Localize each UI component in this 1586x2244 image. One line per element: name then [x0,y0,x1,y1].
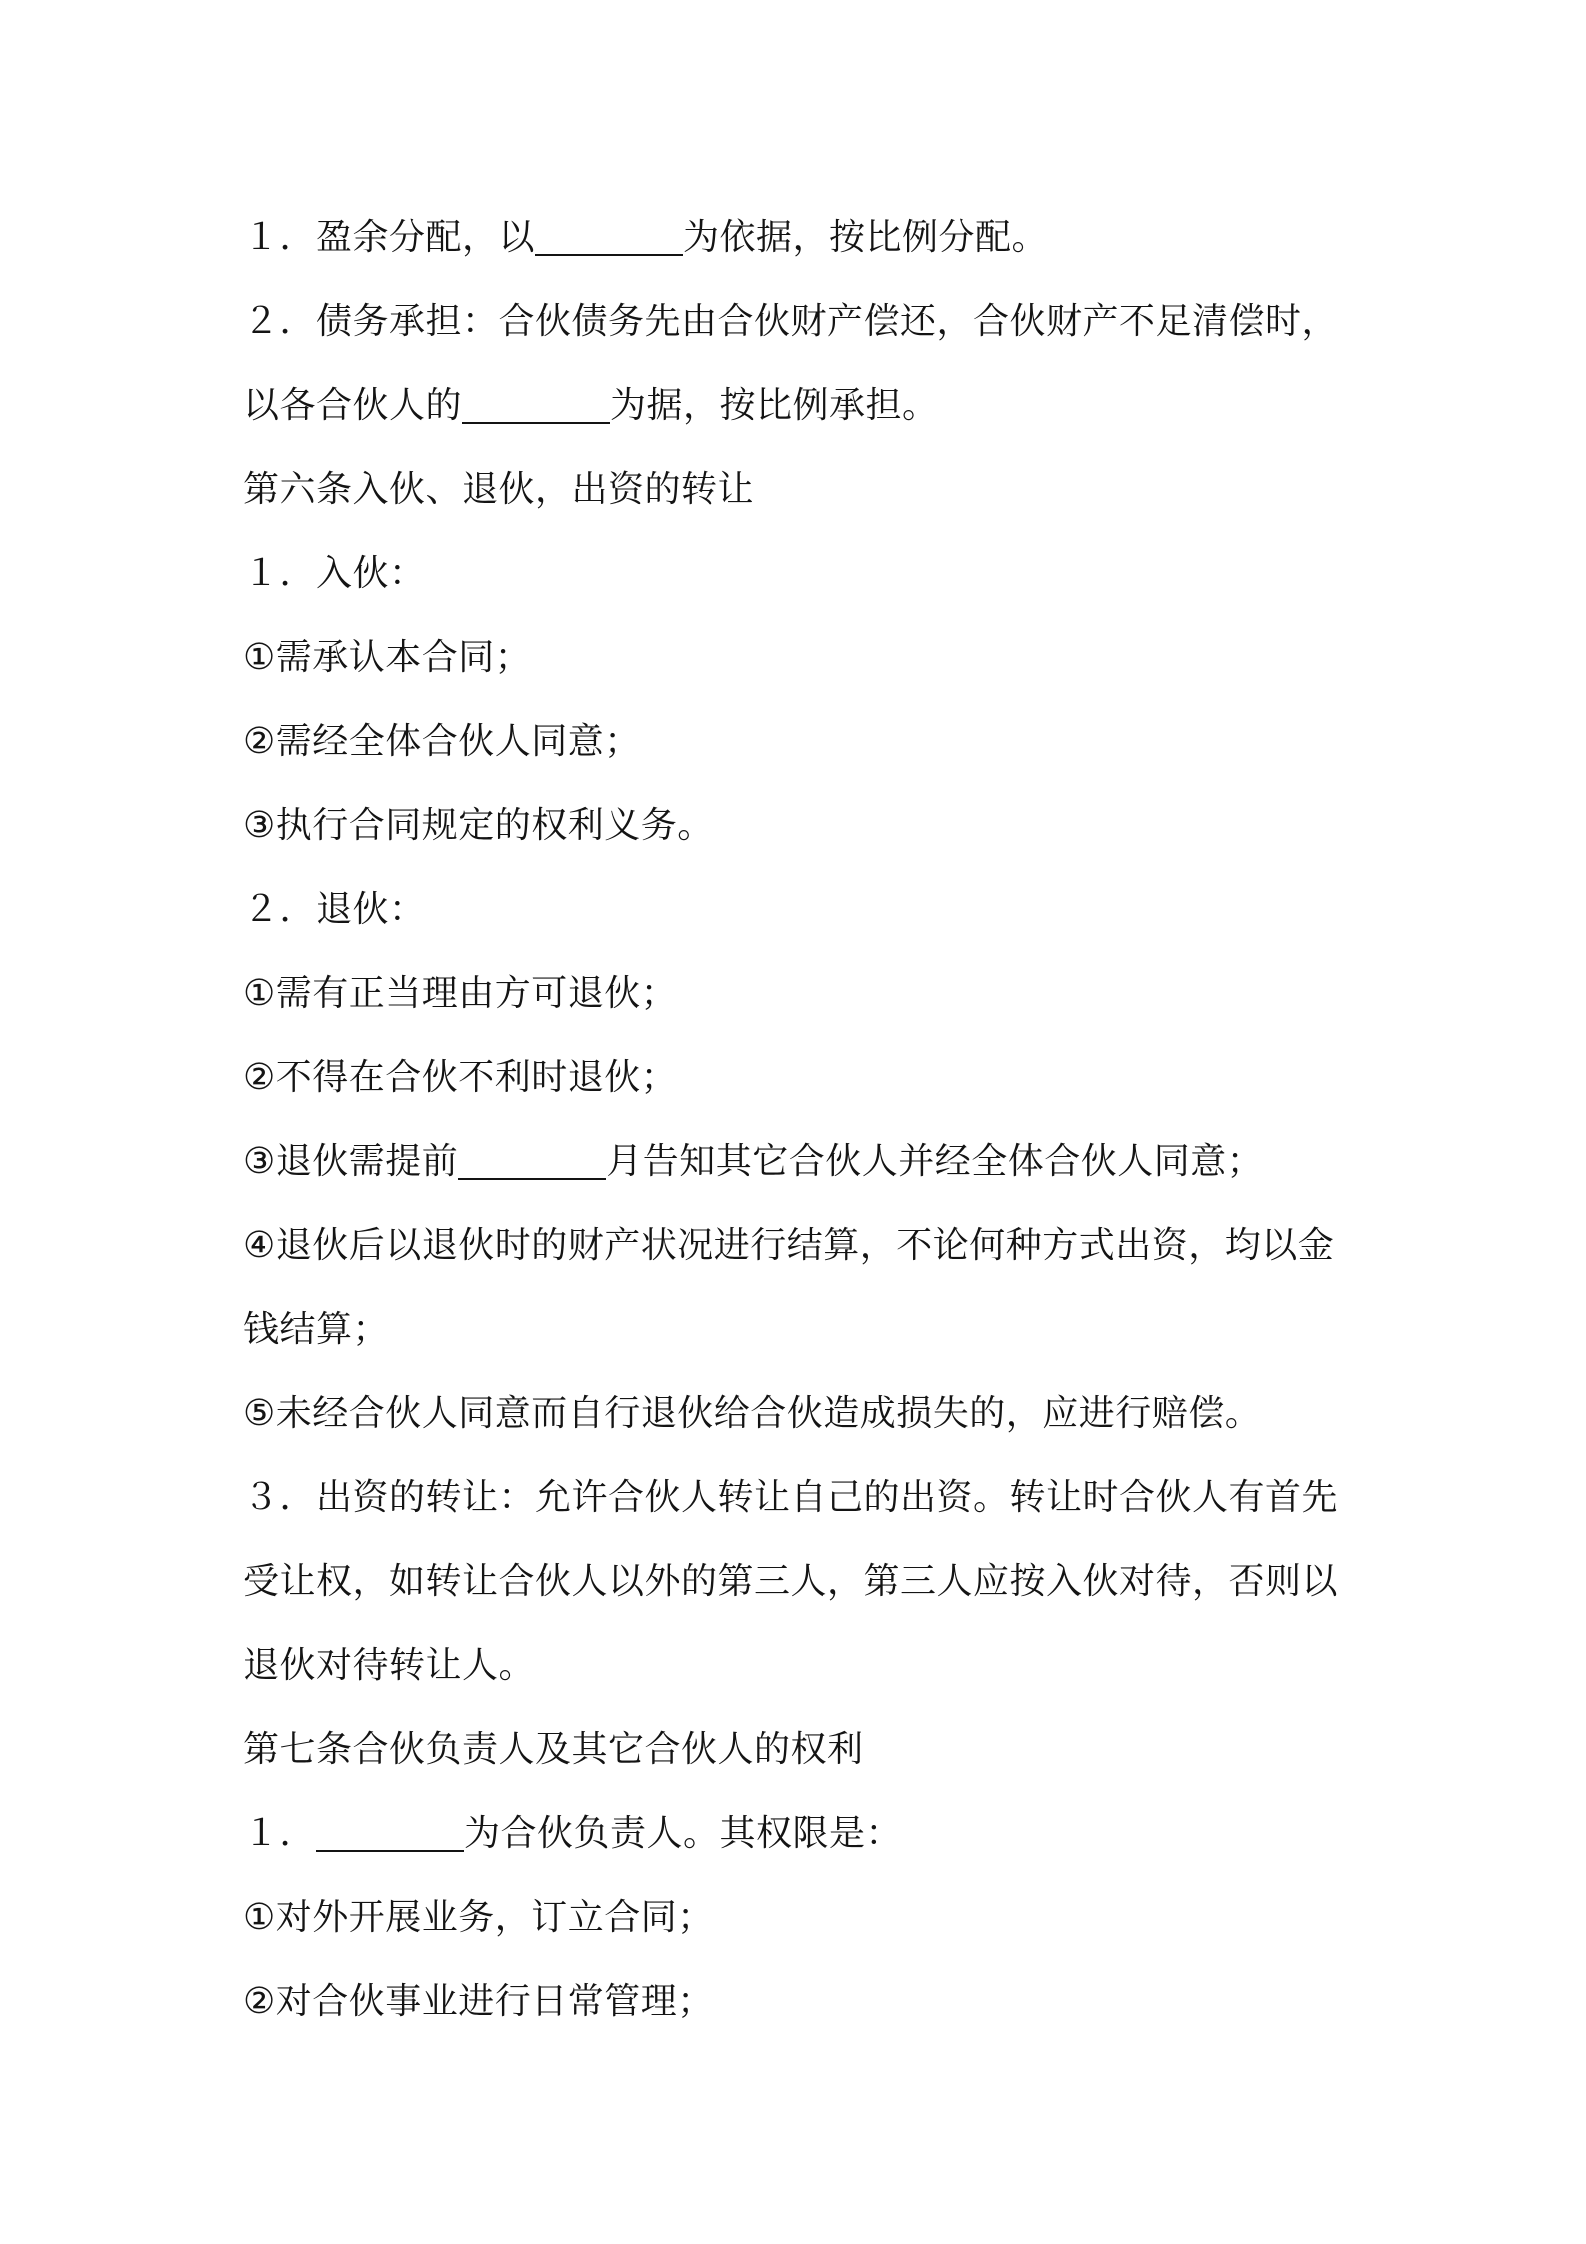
exit-item-settlement-line-1: ④退伙后以退伙时的财产状况进行结算，不论何种方式出资，均以金 [243,1225,1335,1266]
fill-in-blank [316,1792,464,1852]
transfer-clause-line-2: 受让权，如转让合伙人以外的第三人，第三人应按入伙对待，否则以 [243,1561,1339,1602]
document-body [243,196,1363,2044]
clause-text: １．盈余分配，以 [243,217,536,258]
profit-distribution-clause [243,196,1363,280]
exit-item: ①需有正当理由方可退伙； [243,973,678,1014]
exit-item: ②不得在合伙不利时退伙； [243,1057,678,1098]
exit-heading: ２．退伙： [243,889,426,930]
leader-item: ②对合伙事业进行日常管理； [243,1981,714,2022]
clause-text: 以各合伙人的 [243,385,463,426]
join-item: ①需承认本合同； [243,637,532,678]
fill-in-blank [462,364,610,424]
clause-text: １． [243,1813,317,1854]
exit-item-notice [243,1120,1363,1204]
join-heading: １．入伙： [243,553,426,594]
article-6-heading: 第六条入伙、退伙，出资的转让 [243,469,755,510]
fill-in-blank [458,1120,606,1180]
clause-text: 为合伙负责人。其权限是： [464,1813,903,1854]
leader-clause [243,1792,1363,1876]
clause-text: 为依据，按比例分配。 [683,217,1049,258]
clause-text: ③退伙需提前 [243,1141,459,1182]
leader-item: ①对外开展业务，订立合同； [243,1897,714,1938]
fill-in-blank [535,196,683,256]
article-7-heading: 第七条合伙负责人及其它合伙人的权利 [243,1729,864,1770]
debt-clause-line-2 [243,364,1363,448]
join-item: ③执行合同规定的权利义务。 [243,805,714,846]
join-item: ②需经全体合伙人同意； [243,721,641,762]
clause-text: 为据，按比例承担。 [610,385,939,426]
transfer-clause-line-1: ３．出资的转让：允许合伙人转让自己的出资。转让时合伙人有首先 [243,1477,1339,1518]
exit-item-compensation: ⑤未经合伙人同意而自行退伙给合伙造成损失的，应进行赔偿。 [243,1393,1262,1434]
transfer-clause-line-3: 退伙对待转让人。 [243,1645,536,1686]
exit-item-settlement-line-2: 钱结算； [243,1309,390,1350]
clause-text: 月告知其它合伙人并经全体合伙人同意； [606,1141,1264,1182]
debt-clause-line-1: ２．债务承担：合伙债务先由合伙财产偿还，合伙财产不足清偿时， [243,301,1339,342]
